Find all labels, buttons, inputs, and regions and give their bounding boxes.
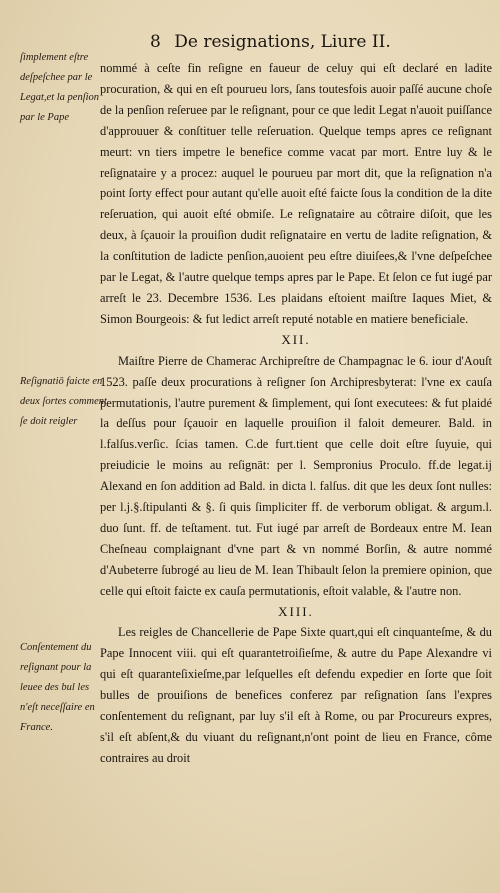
paragraph-xii: Maiſtre Pierre de Chamerac Archipreſtre de Champagnac le 6. iour d'Aouſt 1523. paſſe deux procurations à reſigner ſon Archipresbyterat: l'vne ex cauſa permutationis, l'autre purement & ſimplement, qui ſont executees: & fut plaidé la deſſus pour ſçauoir en laquelle prouiſion il faloit demeurer. Bald. in l.falſus.verſic. ſcias tamen. C.de furt.tient que celle doit eſtre ſuyuie, qui preiudicie le moins au reſignāt: per l. Sempronius Proculo. ff.de legat.ij Alexand en ſon addition ad Bald. in dicta l. falſus. dit que les deux ſont nulles: per l.j.§.ſtipulanti & §. ſi quis ſimpliciter ff. de verborum obligat. & argum.l. duo ſunt. ff. de teſtament. tut. Fut iugé par arreſt de Bordeaux entre M. Iean Cheſneau complaignant d'vne part & vn nommé Borſin, & autre nommé d'Aubeterre ſubrogé au lieu de M. Iean Thibault ſelon la premiere opinion, que celle qui eſtoit faicte ex cauſa permutationis, eſtoit valable, & l'autre non.: [100, 353, 492, 598]
margin-note-1: ſimplement eſtre deſpeſchee par le Legat,et la penſion par le Pape: [20, 52, 100, 123]
body-text: [100, 58, 492, 769]
section-heading-xiii: XIII.: [278, 603, 314, 619]
margin-note-3: Conſentement du reſignant pour la leuee des bul les n'eſt neceſſaire en France.: [20, 642, 95, 733]
paragraph-xiii: Les reigles de Chancellerie de Pape Sixte quart,qui eſt cinquanteſme, & du Pape Innocent viii. qui eſt quarantetroiſieſme, & autre du Pape Alexandre vi qui eſt quaranteſixieſme,par leſquelles eſt defendu expedier en ſorte que ſoit bulles de prouiſions de benefices conferez par reſignation ſans l'expres conſentement du reſignant, par luy s'il eſt à Rome, ou par Procureurs expres, s'il eſt abſent,& du viuant du reſignant,n'ont point de lieu en France, côme contraires au droit: [100, 625, 492, 765]
page-number: 8: [150, 32, 161, 52]
section-heading-xii: XII.: [281, 331, 311, 347]
page-title: De resignations, Liure II.: [174, 32, 391, 52]
running-header: [150, 32, 490, 52]
margin-note-2: Reſignatiō faicte en deux ſortes comment ſe doit reigler: [20, 376, 107, 427]
paragraph-xi-continued: nommé à ceſte fin reſigne en faueur de celuy qui eſt declaré en ladite procuration, & qui en eſt pourueu lors, ſans toutesfois auoir paſſé aucune choſe de la penſion reſeruee par le reſignant, pour ce que ledit Legat n'auoit puiſſance d'approuuer & conſtituer telle reſeruation. Quelque temps apres ce reſignant meurt: vn tiers impetre le benefice comme vacat par mort. Entre luy & le reſignataire y a procez: auquel le pourueu par mort dit, que la reſignation n'a point ſorty effect pour autant qu'elle auoit eſté faicte ſous la condition de la dite reſeruation, qui auoit eſté obmiſe. Le reſignataire au côtraire diſoit, que les deux, à ſçauoir la prouiſion dudit reſignataire en vertu de ladite reſignation, & la conſtitution de ladicte penſion,auoient peu eſtre diuiſees,& l'vne deſpeſchee par le Legat, & l'autre quelque temps apres par le Pape. Et ſelon ce fut iugé par arreſt le 23. Decembre 1536. Les plaidans eſtoient maiſtre Iaques Miet, & Simon Bourgeois: & fut ledict arreſt reputé notable en matiere beneficiale.: [100, 61, 492, 326]
